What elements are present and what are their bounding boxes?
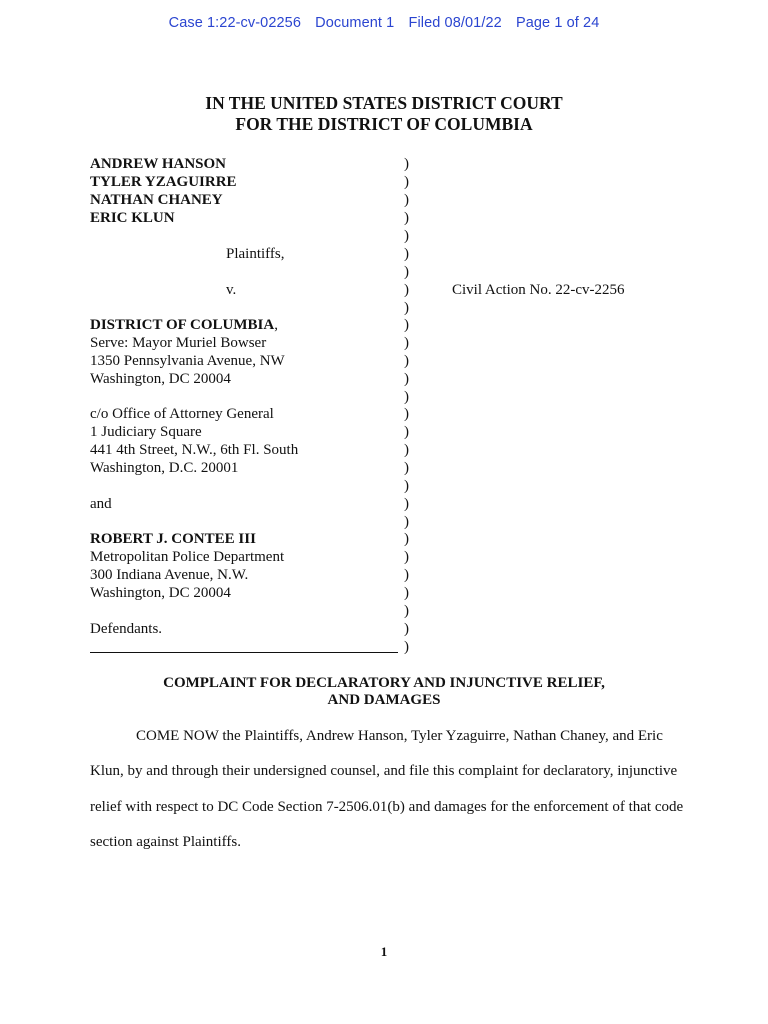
caption-paren: ) — [404, 496, 409, 512]
address-line: 300 Indiana Avenue, N.W. — [90, 567, 249, 583]
caption-paren: ) — [404, 406, 409, 422]
ecf-header — [0, 14, 768, 32]
caption-paren: ) — [404, 639, 409, 655]
caption-paren: ) — [404, 478, 409, 494]
caption-paren: ) — [404, 264, 409, 280]
defendant-district-name: DISTRICT OF COLUMBIA — [90, 317, 275, 333]
caption-paren: ) — [404, 282, 409, 298]
address-line: c/o Office of Attorney General — [90, 406, 274, 422]
plaintiff-name: ANDREW HANSON — [90, 156, 226, 172]
address-line: Washington, DC 20004 — [90, 371, 231, 387]
plaintiffs-label: Plaintiffs, — [226, 246, 285, 262]
caption-paren: ) — [404, 514, 409, 530]
address-line: Serve: Mayor Muriel Bowser — [90, 335, 267, 351]
body-text-line: section against Plaintiffs. — [90, 834, 241, 850]
defendants-label: Defendants. — [90, 621, 163, 637]
caption-paren: ) — [404, 246, 409, 262]
body-text-line: Klun, by and through their undersigned counsel, and file this complaint for declaratory, injunctive — [90, 763, 678, 779]
caption-paren: ) — [404, 210, 409, 226]
court-name-line1: IN THE UNITED STATES DISTRICT COURT — [205, 93, 563, 113]
defendant-chief-name: ROBERT J. CONTEE III — [90, 531, 256, 547]
body-text-line: COME NOW the Plaintiffs, Andrew Hanson, Tyler Yzaguirre, Nathan Chaney, and Eric — [136, 728, 663, 744]
defendant-district-comma: , — [274, 317, 278, 333]
caption-paren: ) — [404, 389, 409, 405]
complaint-title-line1: COMPLAINT FOR DECLARATORY AND INJUNCTIVE RELIEF, — [163, 675, 605, 691]
caption-paren: ) — [404, 567, 409, 583]
caption-paren: ) — [404, 156, 409, 172]
address-line: Washington, DC 20004 — [90, 585, 231, 601]
caption-paren: ) — [404, 585, 409, 601]
address-line: 1 Judiciary Square — [90, 424, 202, 440]
caption-paren: ) — [404, 621, 409, 637]
caption-paren: ) — [404, 531, 409, 547]
address-line: 441 4th Street, N.W., 6th Fl. South — [90, 442, 299, 458]
caption-paren: ) — [404, 192, 409, 208]
caption-paren: ) — [404, 353, 409, 369]
ecf-filed-date: Filed 08/01/22 — [408, 15, 502, 31]
caption-underline — [90, 652, 398, 653]
plaintiff-name: ERIC KLUN — [90, 210, 175, 226]
complaint-title-line2: AND DAMAGES — [327, 692, 441, 708]
address-line: Washington, D.C. 20001 — [90, 460, 239, 476]
address-line: 1350 Pennsylvania Avenue, NW — [90, 353, 285, 369]
page-number: 1 — [380, 944, 388, 959]
caption-paren: ) — [404, 603, 409, 619]
body-text-line: relief with respect to DC Code Section 7-2506.01(b) and damages for the enforcement of that code — [90, 799, 684, 815]
caption-paren: ) — [404, 460, 409, 476]
address-line: Metropolitan Police Department — [90, 549, 285, 565]
plaintiff-name: TYLER YZAGUIRRE — [90, 174, 237, 190]
caption-paren: ) — [404, 335, 409, 351]
civil-action-number: Civil Action No. 22-cv-2256 — [452, 282, 625, 298]
caption-paren: ) — [404, 228, 409, 244]
defendant-district-heading — [90, 316, 278, 334]
court-name-line2: FOR THE DISTRICT OF COLUMBIA — [235, 114, 533, 134]
ecf-page-count: Page 1 of 24 — [515, 15, 600, 31]
caption-paren: ) — [404, 300, 409, 316]
caption-paren: ) — [404, 442, 409, 458]
caption-paren: ) — [404, 549, 409, 565]
ecf-case-number: Case 1:22-cv-02256 — [168, 15, 302, 31]
and-label: and — [90, 496, 112, 512]
caption-paren: ) — [404, 317, 409, 333]
caption-paren: ) — [404, 174, 409, 190]
caption-paren: ) — [404, 371, 409, 387]
versus-label: v. — [226, 282, 237, 298]
ecf-document-number: Document 1 — [315, 15, 395, 31]
caption-paren: ) — [404, 424, 409, 440]
plaintiff-name: NATHAN CHANEY — [90, 192, 223, 208]
